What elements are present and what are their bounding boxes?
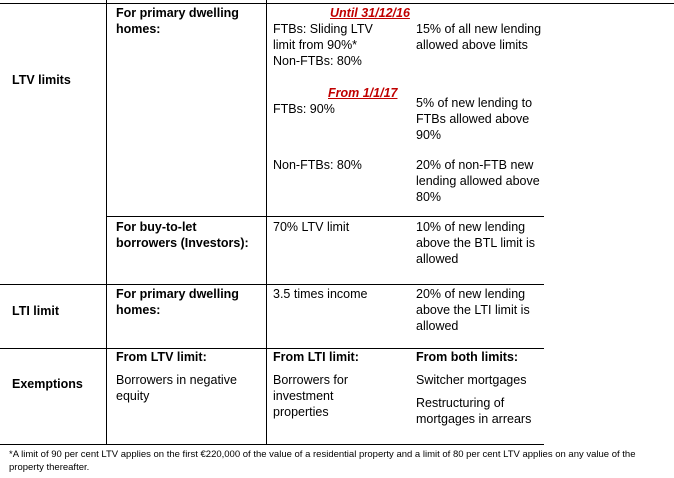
rule-lti-top bbox=[0, 284, 544, 285]
lti-limit: 3.5 times income bbox=[273, 287, 368, 301]
rule-ltv-btl-top bbox=[106, 216, 544, 217]
btl-limit: 70% LTV limit bbox=[273, 220, 350, 234]
from-nonftb-allowance-2: lending allowed above bbox=[416, 174, 540, 188]
from-nonftb-allowance-3: 80% bbox=[416, 190, 442, 204]
rule-top bbox=[0, 3, 674, 4]
exempt-ltv-line-2: equity bbox=[116, 389, 150, 403]
from-nonftb-limit: Non-FTBs: 80% bbox=[273, 158, 362, 172]
ltv-primary-category-1: For primary dwelling bbox=[116, 6, 239, 20]
lti-category-2: homes: bbox=[116, 303, 161, 317]
lti-allowance-3: allowed bbox=[416, 319, 459, 333]
from-ftb-limit: FTBs: 90% bbox=[273, 102, 335, 116]
rule-bottom bbox=[0, 444, 544, 445]
exempt-both-item-2-line-2: mortgages in arrears bbox=[416, 412, 532, 426]
exempt-both-heading: From both limits: bbox=[416, 350, 519, 364]
lti-allowance-2: above the LTI limit is bbox=[416, 303, 530, 317]
rule-col1 bbox=[106, 0, 107, 444]
from-ftb-allowance-1: 5% of new lending to bbox=[416, 96, 533, 110]
until-limit-3: Non-FTBs: 80% bbox=[273, 54, 362, 68]
exempt-lti-line-3: properties bbox=[273, 405, 329, 419]
exempt-ltv-heading: From LTV limit: bbox=[116, 350, 207, 364]
until-allowance-2: allowed above limits bbox=[416, 38, 528, 52]
exempt-lti-line-2: investment bbox=[273, 389, 334, 403]
rule-col2 bbox=[266, 0, 267, 444]
row-label-exemptions: Exemptions bbox=[12, 377, 83, 391]
exempt-lti-heading: From LTI limit: bbox=[273, 350, 359, 364]
exempt-ltv-line-1: Borrowers in negative bbox=[116, 373, 237, 387]
lti-category-1: For primary dwelling bbox=[116, 287, 239, 301]
exempt-both-item-1: Switcher mortgages bbox=[416, 373, 527, 387]
row-label-ltv: LTV limits bbox=[12, 73, 71, 87]
ltv-primary-category-2: homes: bbox=[116, 22, 161, 36]
until-allowance-1: 15% of all new lending bbox=[416, 22, 542, 36]
from-ftb-allowance-2: FTBs allowed above bbox=[416, 112, 530, 126]
until-heading: Until 31/12/16 bbox=[330, 6, 410, 20]
until-limit-2: limit from 90%* bbox=[273, 38, 358, 52]
btl-allowance-2: above the BTL limit is bbox=[416, 236, 536, 250]
lti-allowance-1: 20% of new lending bbox=[416, 287, 526, 301]
exempt-lti-line-1: Borrowers for bbox=[273, 373, 349, 387]
footnote: *A limit of 90 per cent LTV applies on the first €220,000 of the value of a residential property and a limit of 80 per cent LTV applies on any value of the property thereafter. bbox=[9, 449, 636, 473]
btl-category-1: For buy-to-let bbox=[116, 220, 197, 234]
btl-allowance-3: allowed bbox=[416, 252, 459, 266]
from-ftb-allowance-3: 90% bbox=[416, 128, 442, 142]
row-label-lti: LTI limit bbox=[12, 304, 59, 318]
btl-allowance-1: 10% of new lending bbox=[416, 220, 526, 234]
from-nonftb-allowance-1: 20% of non-FTB new bbox=[416, 158, 534, 172]
until-limit-1: FTBs: Sliding LTV bbox=[273, 22, 373, 36]
exempt-both-item-2-line-1: Restructuring of bbox=[416, 396, 505, 410]
from-heading: From 1/1/17 bbox=[328, 86, 398, 100]
btl-category-2: borrowers (Investors): bbox=[116, 236, 249, 250]
